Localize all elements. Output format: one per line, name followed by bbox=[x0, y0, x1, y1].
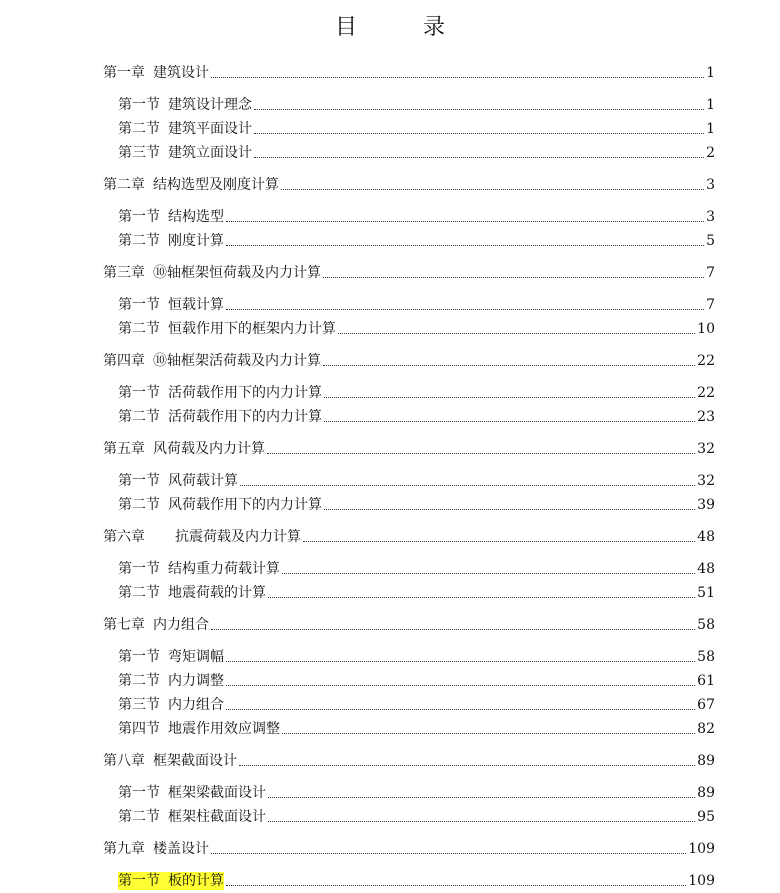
toc-entry-label bbox=[118, 496, 322, 514]
toc-entry-number: 第二章 bbox=[103, 177, 145, 193]
toc-entry-title: 内力组合 bbox=[153, 617, 209, 633]
toc-entry-title: 弯矩调幅 bbox=[168, 649, 224, 665]
toc-entry-number: 第二节 bbox=[118, 809, 160, 825]
toc-page-number: 1 bbox=[706, 65, 715, 81]
toc-chapter-entry[interactable] bbox=[103, 836, 715, 858]
toc-chapter-entry[interactable] bbox=[103, 436, 715, 458]
toc-entry-title: 框架柱截面设计 bbox=[168, 809, 266, 825]
toc-entry-number: 第一节 bbox=[118, 97, 160, 113]
toc-entry-number: 第一节 bbox=[118, 785, 160, 801]
toc-entry-title: 建筑平面设计 bbox=[168, 121, 252, 137]
toc-page-number: 109 bbox=[688, 873, 715, 889]
toc-entry-label bbox=[103, 528, 301, 546]
toc-section-entry[interactable] bbox=[118, 140, 715, 162]
toc-section-entry[interactable] bbox=[118, 804, 715, 826]
dot-leader bbox=[211, 628, 695, 630]
toc-entry-number: 第九章 bbox=[103, 841, 145, 857]
dot-leader bbox=[267, 452, 695, 454]
toc-entry-label bbox=[118, 872, 224, 890]
toc-entry-number: 第四章 bbox=[103, 353, 145, 369]
toc-chapter-entry[interactable] bbox=[103, 524, 715, 546]
toc-section-entry[interactable] bbox=[118, 492, 715, 514]
toc-chapter-entry[interactable] bbox=[103, 60, 715, 82]
toc-entry-label bbox=[118, 784, 266, 802]
toc-entry-number: 第三章 bbox=[103, 265, 145, 281]
toc-section-entry[interactable] bbox=[118, 316, 715, 338]
toc-entry-title: 活荷载作用下的内力计算 bbox=[168, 385, 322, 401]
dot-leader bbox=[226, 244, 704, 246]
toc-entry-number: 第八章 bbox=[103, 753, 145, 769]
dot-leader bbox=[226, 708, 695, 710]
toc-section-entry[interactable] bbox=[118, 644, 715, 666]
toc-page-number: 32 bbox=[697, 473, 715, 489]
toc-page-number: 89 bbox=[697, 785, 715, 801]
dot-leader bbox=[323, 276, 704, 278]
dot-leader bbox=[226, 684, 695, 686]
toc-page-number: 32 bbox=[697, 441, 715, 457]
toc-entry-label bbox=[103, 176, 279, 194]
dot-leader bbox=[211, 76, 704, 78]
toc-entry-title: 建筑立面设计 bbox=[168, 145, 252, 161]
toc-entry-title: 框架梁截面设计 bbox=[168, 785, 266, 801]
toc-entry-title: 内力组合 bbox=[168, 697, 224, 713]
toc-chapter-entry[interactable] bbox=[103, 748, 715, 770]
toc-entry-title: 建筑设计理念 bbox=[168, 97, 252, 113]
toc-entry-number: 第七章 bbox=[103, 617, 145, 633]
toc-page-number: 22 bbox=[697, 353, 715, 369]
toc-entry-title: 地震荷载的计算 bbox=[168, 585, 266, 601]
toc-chapter-entry[interactable] bbox=[103, 260, 715, 282]
toc-entry-label bbox=[103, 440, 265, 458]
dot-leader bbox=[240, 484, 695, 486]
toc-entry-label bbox=[118, 144, 252, 162]
toc-entry-number: 第二节 bbox=[118, 497, 160, 513]
toc-entry-title: 内力调整 bbox=[168, 673, 224, 689]
toc-page-number: 7 bbox=[706, 297, 715, 313]
toc-section-entry[interactable] bbox=[118, 92, 715, 114]
toc-entry-title: 风荷载作用下的内力计算 bbox=[168, 497, 322, 513]
toc-entry-label bbox=[118, 408, 322, 426]
toc-entry-label bbox=[103, 352, 321, 370]
toc-page-number: 58 bbox=[697, 617, 715, 633]
toc-entry-title: 楼盖设计 bbox=[153, 841, 209, 857]
toc-entry-number: 第二节 bbox=[118, 409, 160, 425]
toc-entry-label bbox=[118, 208, 224, 226]
toc-entry-title: 建筑设计 bbox=[153, 65, 209, 81]
toc-entry-number: 第二节 bbox=[118, 673, 160, 689]
dot-leader bbox=[254, 108, 704, 110]
toc-section-entry[interactable] bbox=[118, 380, 715, 402]
toc-page-number: 7 bbox=[706, 265, 715, 281]
toc-entry-label bbox=[118, 560, 280, 578]
toc-entry-title: ⑩轴框架恒荷载及内力计算 bbox=[153, 265, 321, 281]
toc-entry-title: 结构选型及刚度计算 bbox=[153, 177, 279, 193]
toc-entry-number: 第一节 bbox=[118, 561, 160, 577]
toc-page-number: 1 bbox=[706, 97, 715, 113]
toc-page-number: 51 bbox=[697, 585, 715, 601]
toc-section-entry[interactable] bbox=[118, 692, 715, 714]
toc-section-entry[interactable] bbox=[118, 716, 715, 738]
toc-entry-label bbox=[118, 696, 224, 714]
toc-page-number: 95 bbox=[697, 809, 715, 825]
toc-entry-title: 风荷载及内力计算 bbox=[153, 441, 265, 457]
toc-page-number: 39 bbox=[697, 497, 715, 513]
dot-leader bbox=[254, 132, 704, 134]
toc-entry-title: 结构选型 bbox=[168, 209, 224, 225]
toc-entry-number: 第二节 bbox=[118, 585, 160, 601]
dot-leader bbox=[324, 420, 695, 422]
dot-leader bbox=[303, 540, 695, 542]
toc-chapter-entry[interactable] bbox=[103, 612, 715, 634]
dot-leader bbox=[254, 156, 704, 158]
toc-chapter-entry[interactable] bbox=[103, 348, 715, 370]
toc-page-number: 89 bbox=[697, 753, 715, 769]
dot-leader bbox=[268, 596, 695, 598]
dot-leader bbox=[226, 308, 704, 310]
toc-section-entry[interactable] bbox=[118, 116, 715, 138]
toc-page-number: 67 bbox=[697, 697, 715, 713]
dot-leader bbox=[324, 396, 695, 398]
toc-entry-label bbox=[103, 840, 209, 858]
dot-leader bbox=[226, 884, 686, 886]
dot-leader bbox=[226, 660, 695, 662]
toc-entry-label bbox=[118, 472, 238, 490]
dot-leader bbox=[226, 220, 704, 222]
toc-entry-number: 第一节 bbox=[118, 209, 160, 225]
toc-section-entry[interactable] bbox=[118, 580, 715, 602]
toc-entry-number: 第二节 bbox=[118, 233, 160, 249]
toc-chapter-entry[interactable] bbox=[103, 172, 715, 194]
toc-page-number: 22 bbox=[697, 385, 715, 401]
dot-leader bbox=[282, 572, 695, 574]
toc-entry-number: 第一节 bbox=[118, 297, 160, 313]
toc-entry-number: 第一节 bbox=[118, 473, 160, 489]
toc-page-number: 82 bbox=[697, 721, 715, 737]
dot-leader bbox=[324, 508, 695, 510]
toc-page-number: 5 bbox=[706, 233, 715, 249]
toc-entry-number: 第六章 bbox=[103, 529, 145, 545]
toc-page-number: 10 bbox=[697, 321, 715, 337]
toc-section-entry[interactable] bbox=[118, 404, 715, 426]
toc-entry-number: 第三节 bbox=[118, 697, 160, 713]
toc-entry-label bbox=[118, 96, 252, 114]
toc-entry-label bbox=[118, 648, 224, 666]
toc-entry-title: 刚度计算 bbox=[168, 233, 224, 249]
toc-section-entry[interactable] bbox=[118, 556, 715, 578]
toc-section-entry[interactable] bbox=[118, 468, 715, 490]
toc-entry-number: 第一章 bbox=[103, 65, 145, 81]
toc-page-number: 2 bbox=[706, 145, 715, 161]
dot-leader bbox=[211, 852, 686, 854]
toc-section-entry[interactable] bbox=[118, 204, 715, 226]
toc-entry-title: 恒载计算 bbox=[168, 297, 224, 313]
toc-entry-number: 第五章 bbox=[103, 441, 145, 457]
toc-entry-number: 第一节 bbox=[118, 385, 160, 401]
toc-section-entry[interactable] bbox=[118, 228, 715, 250]
dot-leader bbox=[323, 364, 695, 366]
toc-page-number: 58 bbox=[697, 649, 715, 665]
toc-entry-label bbox=[103, 64, 209, 82]
toc-entry-label bbox=[118, 808, 266, 826]
toc-entry-title: 结构重力荷载计算 bbox=[168, 561, 280, 577]
toc-entry-label bbox=[118, 672, 224, 690]
toc-section-entry[interactable] bbox=[118, 780, 715, 802]
toc-entry-number: 第二节 bbox=[118, 321, 160, 337]
toc-entry-label bbox=[118, 120, 252, 138]
toc-section-entry[interactable] bbox=[118, 292, 715, 314]
page-title: 目 录 bbox=[334, 15, 467, 40]
dot-leader bbox=[239, 764, 695, 766]
toc-entry-label bbox=[118, 320, 336, 338]
toc-page-number: 3 bbox=[706, 177, 715, 193]
toc-entry-title: 恒载作用下的框架内力计算 bbox=[168, 321, 336, 337]
dot-leader bbox=[268, 796, 695, 798]
toc-entry-label bbox=[118, 296, 224, 314]
toc-entry-number: 第一节 bbox=[118, 649, 160, 665]
toc-section-entry[interactable] bbox=[118, 868, 715, 890]
toc-entry-label bbox=[118, 232, 224, 250]
toc-entry-label bbox=[103, 264, 321, 282]
toc-entry-label bbox=[103, 752, 237, 770]
toc-page-number: 61 bbox=[697, 673, 715, 689]
toc-entry-number: 第三节 bbox=[118, 145, 160, 161]
toc-entry-label bbox=[118, 584, 266, 602]
dot-leader bbox=[282, 732, 695, 734]
dot-leader bbox=[268, 820, 695, 822]
toc-entry-title: 框架截面设计 bbox=[153, 753, 237, 769]
toc-page-number: 109 bbox=[688, 841, 715, 857]
toc-entry-number: 第一节 bbox=[118, 873, 160, 889]
toc-entry-number: 第四节 bbox=[118, 721, 160, 737]
toc-entry-number: 第二节 bbox=[118, 121, 160, 137]
toc-page-number: 23 bbox=[697, 409, 715, 425]
toc-page-number: 48 bbox=[697, 561, 715, 577]
toc-page-number: 48 bbox=[697, 529, 715, 545]
toc-section-entry[interactable] bbox=[118, 668, 715, 690]
toc-entry-title: 抗震荷载及内力计算 bbox=[175, 529, 301, 545]
toc-entry-title: 活荷载作用下的内力计算 bbox=[168, 409, 322, 425]
toc-entry-label bbox=[103, 616, 209, 634]
toc-entry-title: 地震作用效应调整 bbox=[168, 721, 280, 737]
dot-leader bbox=[338, 332, 695, 334]
toc-page-number: 3 bbox=[706, 209, 715, 225]
dot-leader bbox=[281, 188, 704, 190]
toc-page-number: 1 bbox=[706, 121, 715, 137]
toc-entry-label bbox=[118, 384, 322, 402]
toc-entry-title: ⑩轴框架活荷载及内力计算 bbox=[153, 353, 321, 369]
toc-entry-title: 板的计算 bbox=[168, 873, 224, 889]
toc-entry-label bbox=[118, 720, 280, 738]
toc-entry-title: 风荷载计算 bbox=[168, 473, 238, 489]
